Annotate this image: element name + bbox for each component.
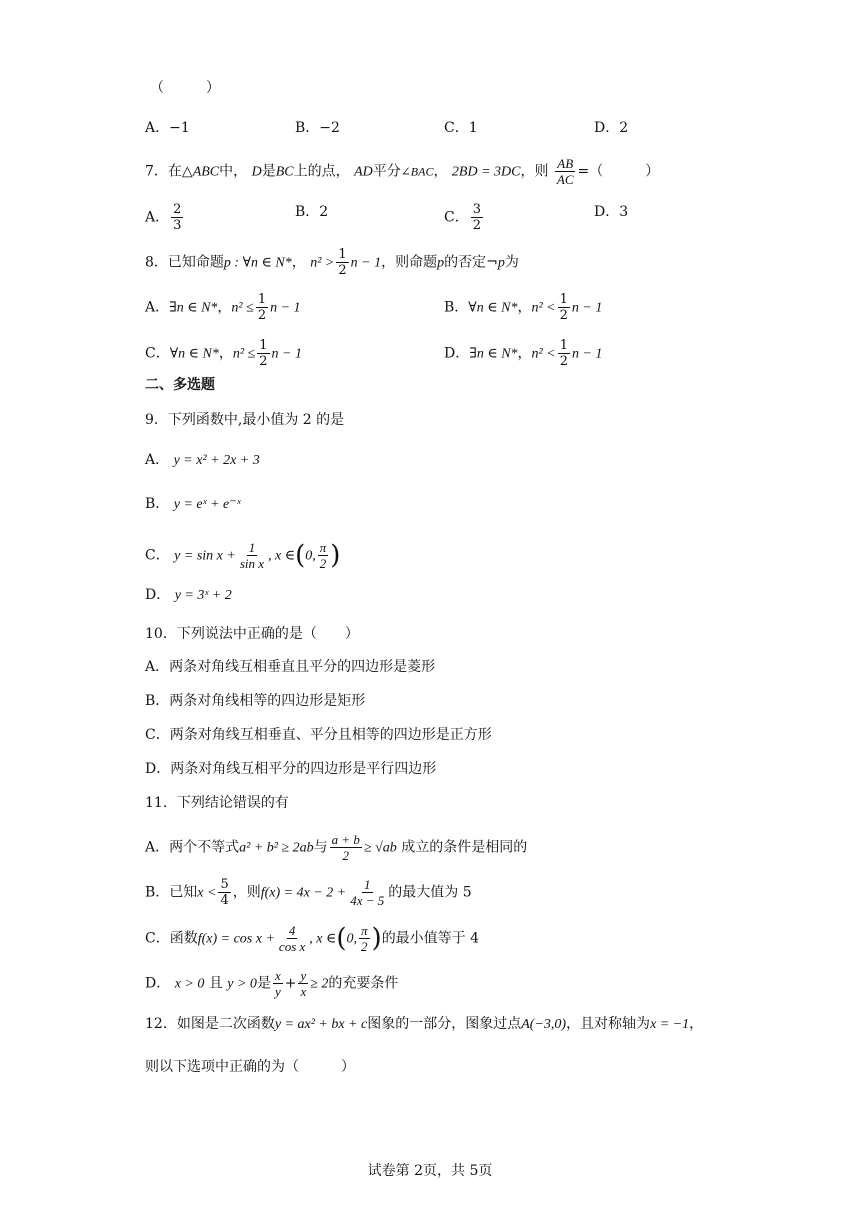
option-formula: ≥ √ab: [363, 840, 397, 856]
option-value: 2: [319, 204, 329, 220]
q12-formula: y = ax² + bx + c: [274, 1017, 368, 1032]
q7-text: 平分: [372, 163, 401, 180]
option-tail: n − 1: [270, 300, 301, 316]
option-formula: , x ∈: [268, 548, 296, 564]
option-relation: n² <: [531, 300, 556, 316]
q7-text: 是: [261, 163, 276, 180]
option-label: D．: [444, 345, 470, 362]
option-formula: a² + b² ≥ 2ab: [239, 840, 314, 856]
option-formula: +: [284, 975, 297, 992]
q9-option-d: [145, 585, 232, 606]
q6-option-b: [295, 118, 340, 138]
option-relation: n² <: [531, 346, 556, 362]
option-fraction: $\frac{x}{y}$: [274, 968, 281, 999]
option-label: D．: [594, 120, 620, 136]
q12-text: 图象的一部分，图象过点: [367, 1016, 522, 1032]
option-formula: y = sin x +: [174, 548, 236, 564]
option-formula: y > 0: [227, 976, 257, 992]
q7-fraction: $\frac{AB}{AC}$: [556, 156, 574, 187]
option-fraction: $\frac{2}{3}$: [173, 202, 182, 233]
option-formula: ≥ 2: [310, 976, 329, 992]
option-formula: 0,: [346, 931, 358, 947]
option-formula: x > 0: [174, 976, 205, 992]
q6-option-d: [594, 118, 628, 138]
q10-option-c: C．两条对角线互相垂直、平分且相等的四边形是正方形: [145, 727, 492, 743]
option-fraction: $\frac{\pi}{2}$: [361, 923, 368, 954]
q8-p: p: [497, 255, 505, 271]
q10-option-a: A．两条对角线互相垂直且平分的四边形是菱形: [145, 659, 436, 675]
option-formula: f(x) = 4x − 2 +: [260, 885, 347, 901]
option-label: C．: [145, 547, 170, 564]
option-text: D．: [145, 975, 171, 992]
option-value: 3: [619, 204, 629, 220]
q8-option-a: A．∃n ∈ N*，n² ≤ $\frac{1}{2}$ n − 1: [145, 292, 301, 323]
q8-text: 为: [504, 254, 519, 271]
q7-text: 上的点，: [293, 163, 350, 180]
option-quantifier: ∃n ∈ N*: [169, 300, 218, 316]
q8-proposition: p : ∀n ∈ N*: [223, 255, 292, 271]
q10-option-d: D．两条对角线互相平分的四边形是平行四边形: [145, 761, 437, 777]
q8-text: 8．已知命题: [145, 254, 224, 271]
option-label: B．: [295, 204, 320, 220]
q7-bc: BC: [275, 164, 294, 180]
option-text: 与: [313, 839, 328, 856]
option-label: A．: [145, 452, 170, 468]
q8-p: p: [437, 255, 445, 271]
q7-text: 中，: [219, 163, 248, 180]
option-text: 的最小值等于 4: [381, 930, 480, 947]
q7-ad: AD: [354, 164, 373, 180]
q7-equation: 2BD = 3DC: [451, 164, 521, 180]
option-formula: 0,: [305, 548, 316, 564]
option-quantifier: ∀n ∈ N*: [169, 346, 219, 362]
q8-fraction: $\frac{1}{2}$: [338, 247, 347, 278]
q7-option-a: [145, 202, 185, 233]
option-fraction: $\frac{1}{2}$: [559, 292, 568, 323]
option-value: −1: [169, 120, 190, 136]
q12-stem-line2: 则以下选项中正确的为（ ）: [145, 1059, 355, 1075]
q8-text: ，: [291, 254, 306, 271]
q7-text: ，: [433, 163, 448, 180]
option-fraction: $\frac{4}{\text{cos x}}$: [278, 923, 306, 954]
option-text: 的充要条件: [328, 975, 399, 992]
option-value: −2: [319, 120, 340, 136]
q11-option-a: [145, 832, 527, 863]
option-label: C．: [145, 345, 170, 362]
q7-stem: [145, 156, 659, 187]
option-value: 2: [619, 120, 629, 136]
q10-stem: 10．下列说法中正确的是（ ）: [145, 626, 359, 642]
q8-option-c: C．∀n ∈ N*，n² ≤ $\frac{1}{2}$ n − 1: [145, 338, 302, 369]
q8-ineq: n² >: [310, 255, 335, 271]
option-text: 且: [208, 975, 223, 992]
q8-option-b: B．∀n ∈ N*，n² < $\frac{1}{2}$ n − 1: [444, 292, 603, 323]
option-fraction: $\frac{y}{x}$: [300, 968, 307, 999]
option-value: 1: [468, 120, 478, 136]
option-label: A．: [145, 120, 170, 136]
option-fraction: $\frac{1}{4x - 5}$: [350, 877, 385, 908]
option-formula: y = 3ˣ + 2: [174, 588, 232, 603]
q11-option-b: [145, 877, 472, 908]
option-label: B．: [145, 496, 170, 512]
q6-option-c: [444, 118, 478, 138]
option-formula: y = x² + 2x + 3: [173, 453, 260, 468]
option-text: C．函数: [145, 930, 198, 947]
option-quantifier: ∀n ∈ N*: [468, 300, 518, 316]
section-heading: 二、多选题: [145, 377, 215, 393]
option-text: B．已知: [145, 884, 198, 901]
q8-text: 的否定¬: [444, 254, 498, 271]
q6-option-a: [145, 118, 190, 138]
option-text: 是: [256, 975, 271, 992]
q12-axis: x = −1: [650, 1017, 690, 1032]
q8-text: ，则命题: [381, 254, 438, 271]
option-text: ，则: [232, 884, 261, 901]
q9-option-b: [145, 494, 241, 515]
option-relation: n² ≤: [232, 346, 256, 362]
option-relation: n² ≤: [231, 300, 254, 316]
option-label: B．: [295, 120, 320, 136]
option-text: A．两个不等式: [145, 839, 240, 856]
q7-text: ，则: [520, 163, 549, 180]
page-footer: 试卷第 2页，共 5页: [367, 1163, 493, 1179]
option-formula: f(x) = cos x +: [197, 931, 275, 947]
option-label: D．: [145, 587, 171, 603]
q7-d: D: [251, 164, 262, 180]
option-fraction: $\frac{3}{2}$: [472, 202, 481, 233]
option-fraction: $\frac{a + b}{2}$: [331, 832, 360, 863]
q12-text: ，: [689, 1016, 704, 1032]
q8-stem: [145, 247, 519, 278]
q7-option-c: [444, 202, 485, 233]
option-tail: n − 1: [271, 346, 302, 362]
option-fraction: $\frac{\pi}{2}$: [319, 540, 327, 571]
option-formula: x <: [197, 885, 217, 901]
option-label: A．: [145, 299, 170, 316]
option-fraction: $\frac{5}{4}$: [220, 877, 229, 908]
option-tail: n − 1: [571, 346, 603, 362]
q11-stem: 11．下列结论错误的有: [145, 795, 289, 811]
option-fraction: $\frac{1}{2}$: [257, 292, 267, 323]
q12-text: ，且对称轴为: [566, 1016, 651, 1032]
q7-angle: ∠BAC: [400, 164, 434, 179]
option-text: 的最大值为 5: [388, 884, 472, 901]
option-text: 成立的条件是相同的: [401, 839, 528, 856]
q7-option-b: [295, 202, 328, 222]
q9-option-a: [145, 450, 260, 471]
option-fraction: $\frac{1}{2}$: [559, 338, 568, 369]
q11-option-c: C．函数f(x) = cos x + $\frac{4}{\text{cos x}}$ , x ∈(0, $\frac{\pi}{2}$ )的最小值等于 4: [145, 923, 480, 954]
q11-option-d: [145, 968, 398, 999]
option-formula: y = eˣ + e⁻ˣ: [173, 497, 241, 512]
q7-option-d: [594, 202, 628, 222]
q7-answer-paren: =（ ）: [577, 163, 660, 180]
q9-stem: 9．下列函数中,最小值为 2 的是: [145, 412, 345, 428]
q9-option-c: C． y = sin x + $\frac{1}{\text{sin x}}$ , x ∈(0, $\frac{\pi}{2}$ ): [145, 540, 341, 571]
option-label: D．: [594, 204, 620, 220]
q7-abc: ABC: [192, 164, 220, 180]
q12-point: A(−3,0): [521, 1017, 567, 1032]
option-label: B．: [444, 299, 469, 316]
option-tail: n − 1: [571, 300, 603, 316]
option-fraction: $\frac{1}{2}$: [259, 338, 268, 369]
option-label: A．: [145, 209, 170, 226]
option-formula: , x ∈: [309, 931, 337, 947]
option-label: C．: [444, 209, 469, 226]
q12-text: 12．如图是二次函数: [145, 1016, 275, 1032]
option-label: C．: [444, 120, 469, 136]
q12-stem-line1: [145, 1014, 703, 1035]
q8-option-d: D．∃n ∈ N*，n² < $\frac{1}{2}$ n − 1: [444, 338, 603, 369]
q8-ineq-rest: n − 1: [350, 255, 382, 271]
q10-option-b: B．两条对角线相等的四边形是矩形: [145, 693, 366, 709]
question-paren: （ ）: [150, 80, 220, 96]
q7-num: 7．在△: [145, 163, 193, 180]
option-quantifier: ∃n ∈ N*: [469, 346, 518, 362]
option-fraction: $\frac{1}{\text{sin x}}$: [239, 540, 265, 571]
